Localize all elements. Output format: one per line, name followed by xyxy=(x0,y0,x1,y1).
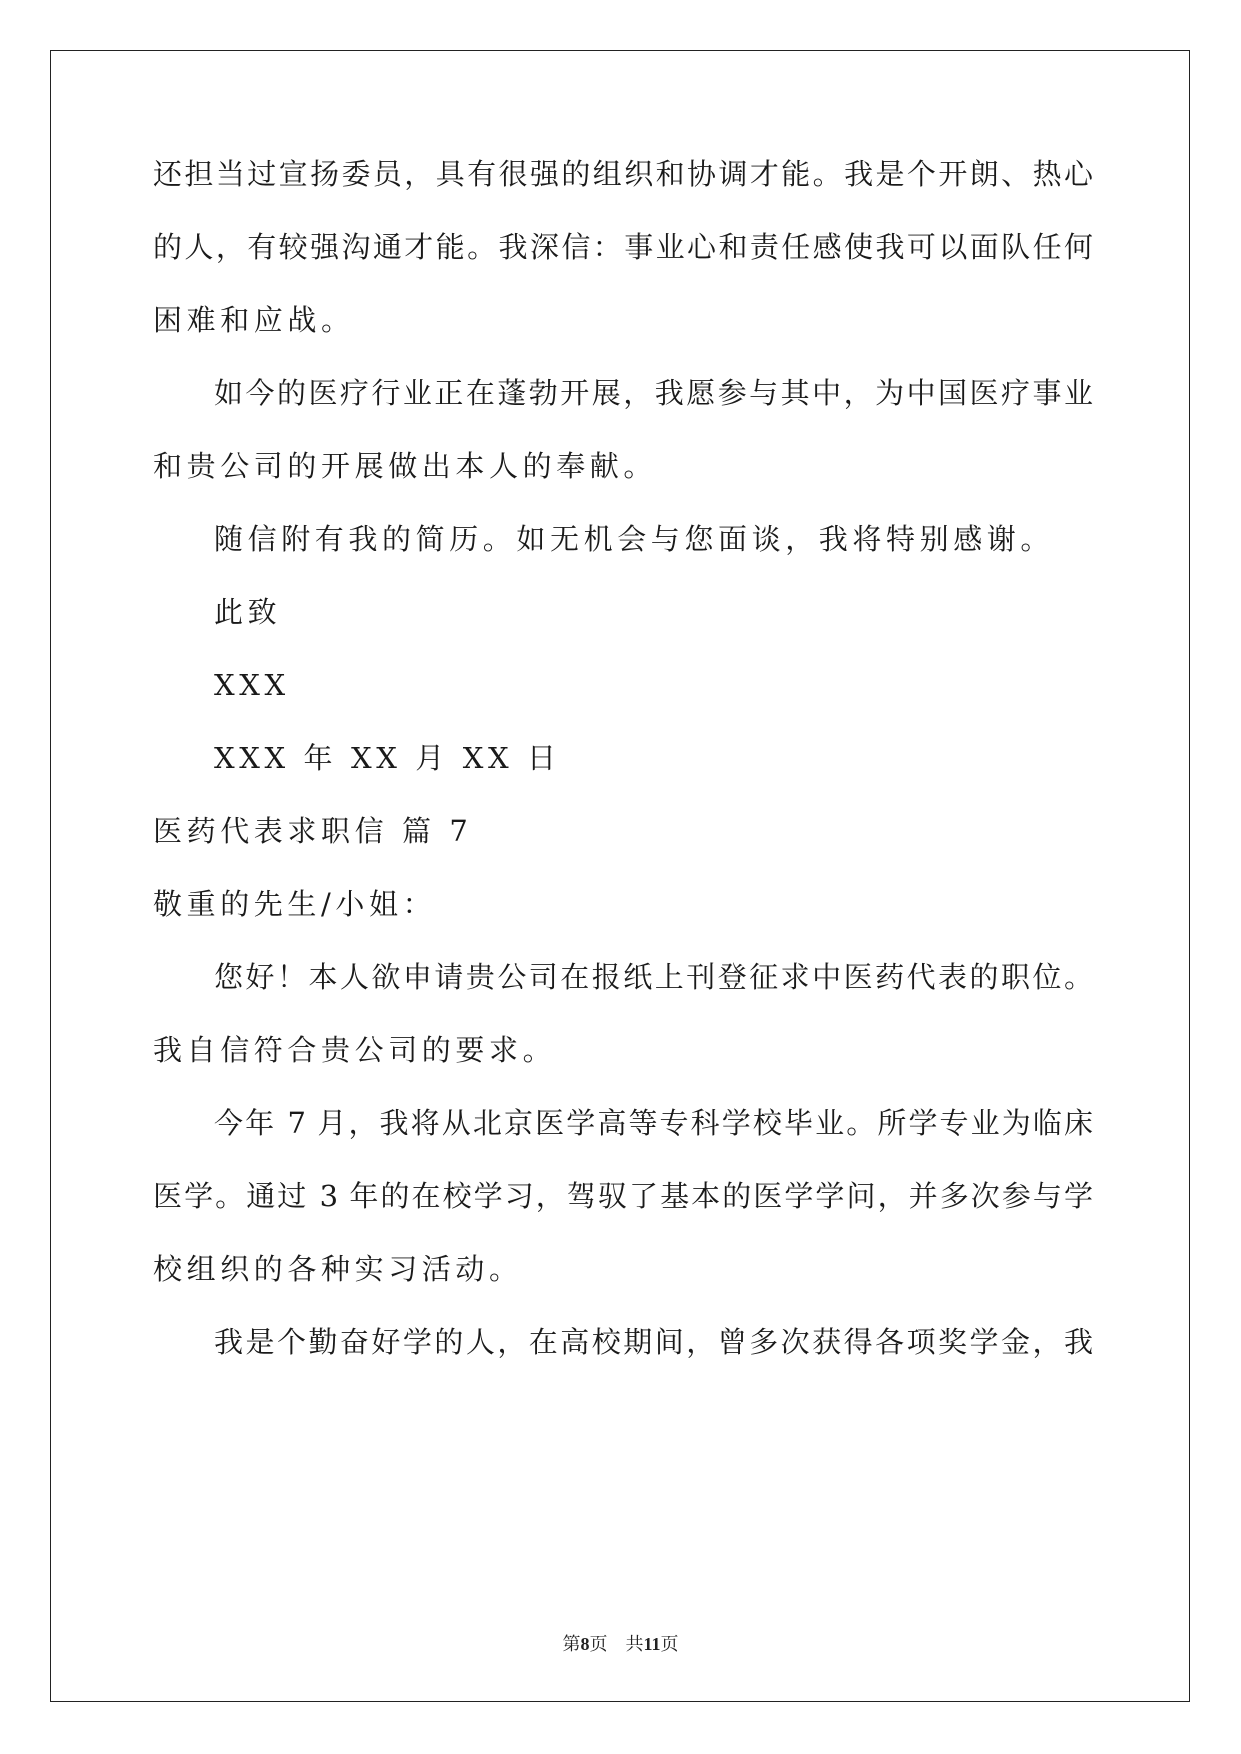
total-prefix: 共 xyxy=(625,1634,644,1654)
text-line: 我是个勤奋好学的人，在高校期间，曾多次获得各项奖学金，我 xyxy=(214,1325,1093,1359)
text-line: 的人，有较强沟通才能。我深信：事业心和责任感使我可以面队任何 xyxy=(153,230,1093,264)
text-line: 和贵公司的开展做出本人的奉献。 xyxy=(153,449,658,483)
greeting: 敬重的先生/小姐： xyxy=(153,887,437,921)
text-line: 困难和应战。 xyxy=(153,303,355,337)
signature-name: XXX xyxy=(214,668,290,702)
section-heading: 医药代表求职信 篇 7 xyxy=(153,814,473,848)
total-pages: 11 xyxy=(643,1634,661,1654)
text-line: 您好！本人欲申请贵公司在报纸上刊登征求中医药代表的职位。 xyxy=(214,960,1093,994)
closing-salutation: 此致 xyxy=(214,595,282,629)
text-line: 随信附有我的简历。如无机会与您面谈，我将特别感谢。 xyxy=(214,522,1055,556)
text-line: 今年 7 月，我将从北京医学高等专科学校毕业。所学专业为临床 xyxy=(214,1106,1093,1140)
text-line: 如今的医疗行业正在蓬勃开展，我愿参与其中，为中国医疗事业 xyxy=(214,376,1093,410)
text-line: 校组织的各种实习活动。 xyxy=(153,1252,523,1286)
signature-date: XXX 年 XX 月 XX 日 xyxy=(214,741,561,775)
page-suffix: 页 xyxy=(589,1634,608,1654)
page-border xyxy=(50,50,1190,1702)
page-footer xyxy=(0,1630,1241,1656)
text-line: 医学。通过 3 年的在校学习，驾驭了基本的医学学问，并多次参与学 xyxy=(153,1179,1093,1213)
page-number: 8 xyxy=(580,1634,590,1654)
text-line: 还担当过宣扬委员，具有很强的组织和协调才能。我是个开朗、热心 xyxy=(153,157,1093,191)
page-prefix: 第 xyxy=(562,1634,581,1654)
text-line: 我自信符合贵公司的要求。 xyxy=(153,1033,557,1067)
total-suffix: 页 xyxy=(660,1634,679,1654)
